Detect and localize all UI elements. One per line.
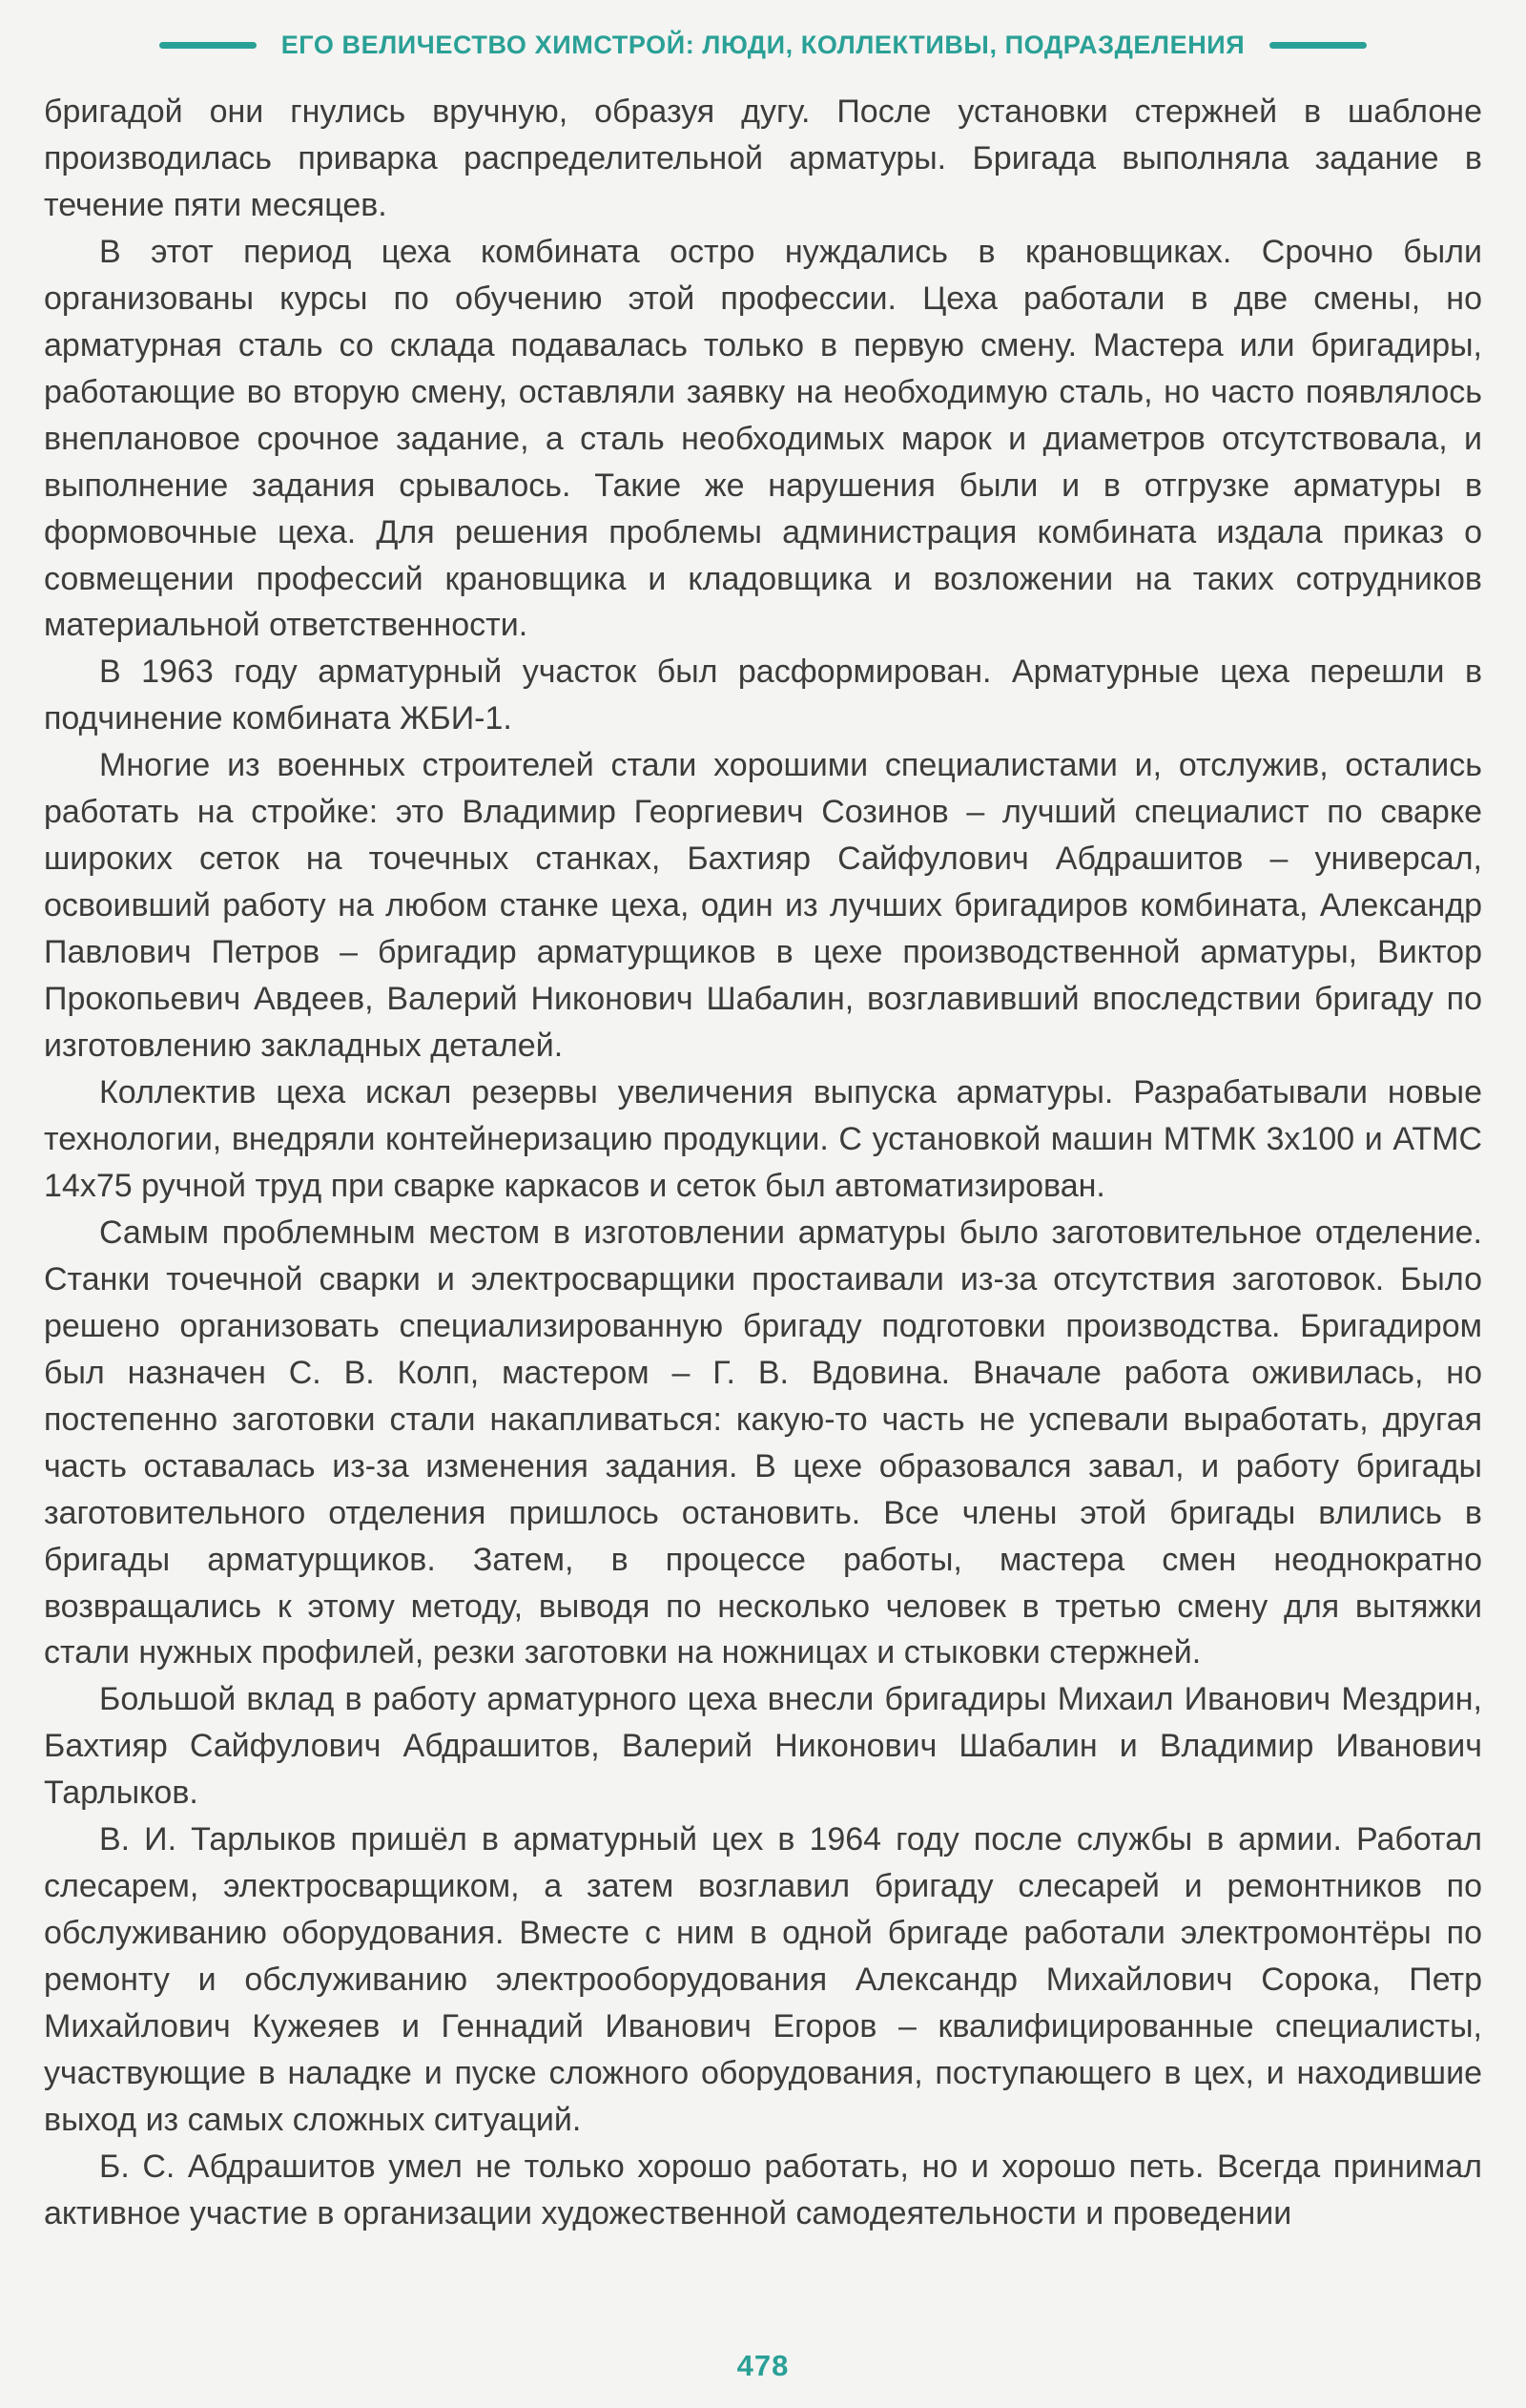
body-paragraph: Б. С. Абдрашитов умел не только хорошо работать, но и хорошо петь. Всегда принимал активное участие в организации художественной самодеятельности и проведении bbox=[44, 2148, 1482, 2232]
page-header bbox=[44, 31, 1482, 60]
body-paragraph: Коллектив цеха искал резервы увеличения выпуска арматуры. Разрабатывали новые технологии, внедряли контейнеризацию продукции. С установкой машин МТМК 3х100 и АТМС 14х75 ручной труд при сварке каркасов и сеток был автоматизирован. bbox=[44, 1074, 1482, 1204]
body-paragraph: Большой вклад в работу арматурного цеха внесли бригадиры Михаил Иванович Мездрин, Бахтияр Сайфулович Абдрашитов, Валерий Никонович Шабалин и Владимир Иванович Тарлыков. bbox=[44, 1681, 1482, 1812]
body-paragraph: В 1963 году арматурный участок был расформирован. Арматурные цеха перешли в подчинение комбината ЖБИ-1. bbox=[44, 654, 1482, 737]
header-rule-left bbox=[159, 42, 257, 49]
header-rule-right bbox=[1269, 42, 1367, 49]
body-paragraph: В этот период цеха комбината остро нуждались в крановщиках. Срочно были организованы курсы по обучению этой профессии. Цеха работали в две смены, но арматурная сталь со склада подавалась только в первую смену. Мастера или бригадиры, работающие во вторую смену, оставляли заявку на необходимую сталь, но часто появлялось внеплановое срочное задание, а сталь необходимых марок и диаметров отсутствовала, и выполнение задания срывалось. Такие же нарушения были и в отгрузке арматуры в формовочные цеха. Для решения проблемы администрация комбината издала приказ о совмещении профессий крановщика и кладовщика и возложении на таких сотрудников материальной ответственности. bbox=[44, 233, 1482, 644]
body-paragraph: В. И. Тарлыков пришёл в арматурный цех в 1964 году после службы в армии. Работал слесарем, электросварщиком, а затем возглавил бригаду слесарей и ремонтников по обслуживанию оборудования. Вместе с ним в одной бригаде работали электромонтёры по ремонту и обслуживанию электрооборудования Александр Михайлович Сорока, Петр Михайлович Кужеяев и Геннадий Иванович Егоров – квалифицированные специалисты, участвующие в наладке и пуске сложного оборудования, поступающего в цех, и находившие выход из самых сложных ситуаций. bbox=[44, 1821, 1482, 2138]
page-number: 478 bbox=[736, 2349, 790, 2382]
body-paragraph: Самым проблемным местом в изготовлении арматуры было заготовительное отделение. Станки точечной сварки и электросварщики простаивали из-за отсутствия заготовок. Было решено организовать специализированную бригаду подготовки производства. Бригадиром был назначен С. В. Колп, мастером – Г. В. Вдовина. Вначале работа оживилась, но постепенно заготовки стали накапливаться: какую-то часть не успевали выработать, другая часть оставалась из-за изменения задания. В цехе образовался завал, и работу бригады заготовительного отделения пришлось остановить. Все члены этой бригады влились в бригады арматурщиков. Затем, в процессе работы, мастера смен неоднократно возвращались к этому методу, выводя по несколько человек в третью смену для вытяжки стали нужных профилей, резки заготовки на ножницах и стыковки стержней. bbox=[44, 1214, 1482, 1671]
body-paragraph: бригадой они гнулись вручную, образуя дугу. После установки стержней в шаблоне производилась приварка распределительной арматуры. Бригада выполняла задание в течение пяти месяцев. bbox=[44, 93, 1482, 223]
body-paragraph: Многие из военных строителей стали хорошими специалистами и, отслужив, остались работать на стройке: это Владимир Георгиевич Созинов – лучший специалист по сварке широких сеток на точечных станках, Бахтияр Сайфулович Абдрашитов – универсал, освоивший работу на любом станке цеха, один из лучших бригадиров комбината, Александр Павлович Петров – бригадир арматурщиков в цехе производственной арматуры, Виктор Прокопьевич Авдеев, Валерий Никонович Шабалин, возглавивший впоследствии бригаду по изготовлению закладных деталей. bbox=[44, 747, 1482, 1065]
chapter-title: ЕГО ВЕЛИЧЕСТВО ХИМСТРОЙ: ЛЮДИ, КОЛЛЕКТИВЫ, ПОДРАЗДЕЛЕНИЯ bbox=[280, 31, 1246, 59]
page-body-text bbox=[44, 89, 1482, 2237]
page-footer bbox=[44, 2349, 1482, 2387]
